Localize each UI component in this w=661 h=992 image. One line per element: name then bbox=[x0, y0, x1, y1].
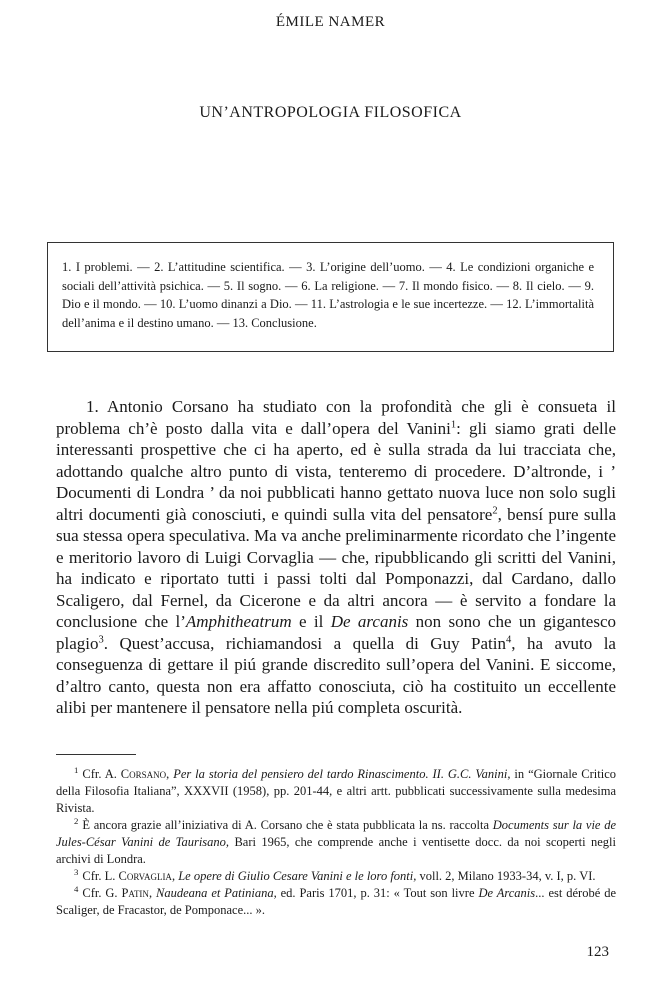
footnote-ref-4: 4 bbox=[505, 633, 512, 645]
work-title: Documents sur la vie de Jules-César Vanini de Taurisano, bbox=[56, 818, 616, 849]
footnote-ref-2: 2 bbox=[492, 504, 498, 516]
footnote-ref-1: 1 bbox=[450, 418, 457, 430]
footnote-text: voll. 2, Milano 1933-34, v. I, p. VI. bbox=[416, 869, 596, 883]
footnote-number: 2 bbox=[74, 815, 79, 826]
summary-text: 1. I problemi. — 2. L’attitudine scientifica. — 3. L’origine dell’uomo. — 4. Le condizioni organiche e sociali dell’attività psichica. — 5. Il sogno. — 6. La religione. — 7. Il mondo fisico. — 8. Il cielo. — 9. Dio e il mondo. — 10. L’uomo dinanzi a Dio. — 11. L’astrologia e le sue incertezze. — 12. L’immortalità dell’anima e il destino umano. — 13. Conclusione. bbox=[62, 260, 594, 330]
footnote-number: 3 bbox=[74, 866, 79, 877]
work-title: Per la storia del pensiero del tardo Rinascimento. II. G.C. Vanini, bbox=[173, 767, 511, 781]
work-title: De Arcanis bbox=[478, 886, 536, 900]
footnote-text: Bari 1965, che comprende anche i ventisette docc. da noi scoperti negli archivi di Londra. bbox=[56, 835, 616, 866]
body-text-6: . Quest’accusa, richiamandosi a quella di Guy Patin bbox=[103, 633, 506, 653]
footnote-number: 4 bbox=[74, 883, 79, 894]
body-text-2: : gli siamo grati delle interessanti prospettive che ci ha aperto, ed è sulla strada da lui tracciata che, adottando qualche altro punto di vista, tenteremo di procedere. D’altronde, i ’ Documenti di Londra ’ da noi pubblicati hanno gettato nuova luce non solo sugli altri documenti già conosciuti, e quindi sulla vita del pensatore bbox=[56, 418, 616, 524]
running-head: ÉMILE NAMER bbox=[275, 14, 386, 30]
body-text-4: e il bbox=[291, 612, 331, 631]
title-de-arcanis: De arcanis bbox=[330, 612, 409, 631]
author-name: Corsano bbox=[120, 767, 167, 781]
footnote-text: , bbox=[171, 869, 179, 883]
work-title: Le opere di Giulio Cesare Vanini e le loro fonti, bbox=[178, 869, 417, 883]
footnote-text: Cfr. G. bbox=[82, 886, 122, 900]
body-text-3: , bensí pure sulla sua stessa opera speculativa. Ma va anche preliminarmente ricordato che l’ingente e meritorio lavoro di Luigi Corvaglia — che, ripubblicando gli scritti del Vanini, ha indicato e riportato tutti i passi tolti dal Pomponazzi, dal Cardano, dallo Scaligero, dal Fernel, da Cicerone e da altri ancora — è servito a fondare la conclusione che l’ bbox=[56, 504, 616, 631]
footnote-3 bbox=[56, 868, 616, 885]
work-title: Naudeana et Patiniana, bbox=[156, 886, 277, 900]
footnote-text: Cfr. A. bbox=[82, 767, 121, 781]
body-paragraph bbox=[56, 396, 616, 719]
author-name: Corvaglia bbox=[118, 869, 172, 883]
footnote-1 bbox=[56, 766, 616, 817]
footnote-text: È ancora grazie all’iniziativa di A. Corsano che è stata pubblicata la ns. raccolta bbox=[82, 818, 493, 832]
body-text-1: 1. Antonio Corsano ha studiato con la profondità che gli è consueta il problema ch’è posto dalla vita e dall’opera del Vanini bbox=[56, 397, 616, 438]
footnote-text: ... est dérobé de Scaliger, de Fracastor, de Pomponace... ». bbox=[56, 886, 616, 917]
footnote-text: ed. Paris 1701, p. 31: « Tout son livre bbox=[276, 886, 479, 900]
footnote-ref-3: 3 bbox=[98, 633, 104, 645]
body-text-7: , ha avuto la conseguenza di gettare il piú grande discredito sull’opera del Vanini. E siccome, d’altro canto, questa non era affatto conosciuta, ciò ha costituito un eccellente alibi per mantenere il pensatore nella piú completa oscurità. bbox=[56, 633, 616, 717]
footnote-text: Cfr. L. bbox=[82, 869, 119, 883]
page-number: 123 bbox=[586, 944, 609, 960]
footnotes bbox=[56, 766, 616, 919]
footnote-divider bbox=[56, 754, 136, 755]
author-name: Patin bbox=[121, 886, 149, 900]
article-title: UN’ANTROPOLOGIA FILOSOFICA bbox=[199, 104, 462, 121]
footnote-text: , bbox=[148, 886, 156, 900]
footnote-text: in “Giornale Critico della Filosofia Italiana”, XXXVII (1958), pp. 201-44, e altri artt. pubblicati successivamente sulla medesima Rivista. bbox=[56, 767, 617, 815]
title-amphitheatrum: Amphitheatrum bbox=[185, 612, 292, 631]
body-text-5: non sono che un gigantesco plagio bbox=[56, 612, 616, 653]
footnote-text: , bbox=[166, 767, 174, 781]
footnote-2 bbox=[56, 817, 616, 868]
footnote-number: 1 bbox=[74, 764, 79, 775]
footnote-4 bbox=[56, 885, 616, 919]
